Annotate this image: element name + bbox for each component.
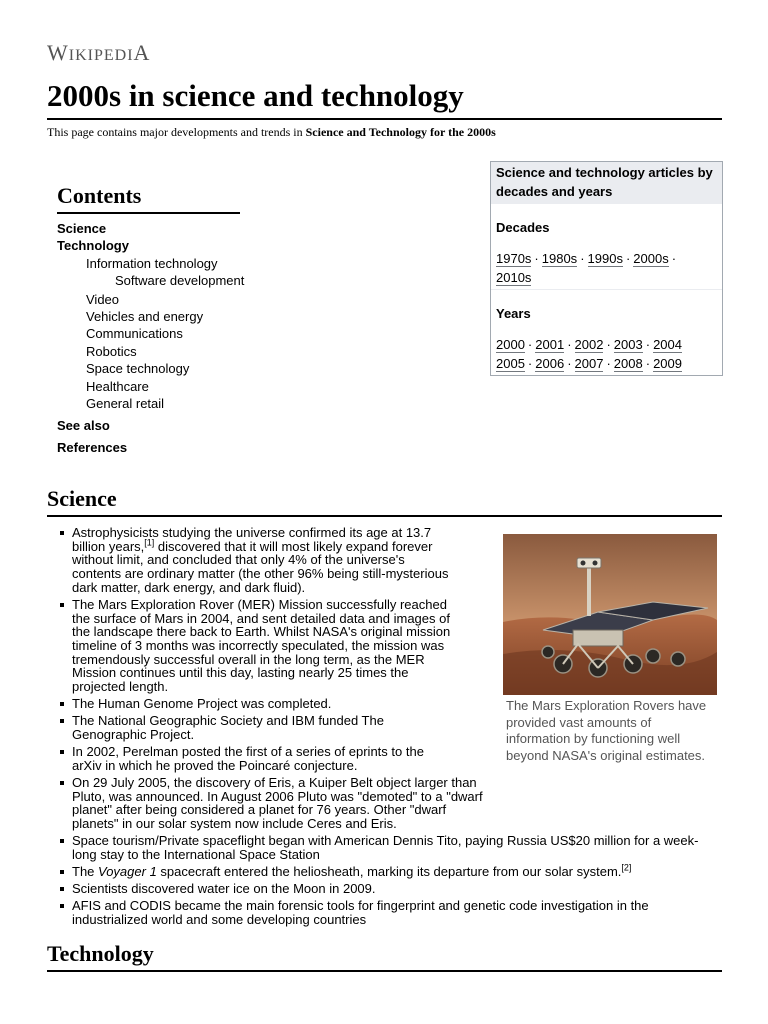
list-item: Space tourism/Private spaceflight began with American Dennis Tito, paying Russia US$20 million for a week-long stay to the International Space Station [72, 834, 722, 861]
toc-item-software-development[interactable]: Software development [115, 273, 245, 289]
year-link[interactable]: 2002 [574, 337, 604, 352]
science-list [47, 526, 722, 927]
wikipedia-logo[interactable]: WIKIPEDIA [47, 40, 151, 65]
year-link[interactable]: 2004 [653, 337, 682, 352]
year-link[interactable]: 2007 [574, 356, 604, 371]
toc-item-general-retail[interactable]: General retail [86, 396, 165, 412]
list-item: In 2002, Perelman posted the first of a series of eprints to the arXiv in which he proved the Poincaré conjecture. [72, 745, 457, 772]
list-item: The Human Genome Project was completed. [72, 697, 457, 711]
decade-link[interactable]: 2010s [496, 270, 532, 285]
page-title: 2000s in science and technology [47, 77, 722, 120]
list-item: Scientists discovered water ice on the Moon in 2009. [72, 882, 722, 896]
year-link[interactable]: 2005 [496, 356, 525, 371]
year-link[interactable]: 2008 [613, 356, 643, 371]
toc-item-see-also[interactable]: See also [57, 418, 110, 434]
citation-2[interactable]: [2] [621, 862, 632, 873]
navbox-header: Science and technology articles by decades and years [491, 162, 722, 204]
toc-item-references[interactable]: References [57, 439, 128, 455]
toc-item-science[interactable]: Science [57, 221, 107, 236]
toc-item-communications[interactable]: Communications [86, 326, 183, 342]
navbox-decades-links: 1970s · 1980s · 1990s · 2000s · 2010s [496, 251, 677, 285]
decade-link[interactable]: 1980s [541, 251, 578, 266]
list-item: Astrophysicists studying the universe confirmed its age at 13.7 billion years,[1] discovered that it will most likely expand forever without limit, and concluded that only 4% of the universe's contents are ordinary matter (the other 96% being still-mysterious dark matter, dark energy, and dark fluid). [72, 526, 457, 595]
list-item: The National Geographic Society and IBM funded The Genographic Project. [72, 714, 457, 741]
section-heading-technology: Technology [47, 940, 722, 972]
year-link[interactable]: 2006 [535, 356, 565, 371]
year-link[interactable]: 2001 [535, 337, 565, 352]
toc-item-vehicles-and-energy[interactable]: Vehicles and energy [86, 309, 204, 325]
toc-item-video[interactable]: Video [86, 291, 120, 307]
decade-link[interactable]: 2000s [633, 251, 669, 266]
toc-item-healthcare[interactable]: Healthcare [86, 378, 149, 394]
citation-1[interactable]: [1] [144, 537, 155, 548]
toc-item-technology[interactable]: Technology [57, 238, 129, 254]
intro-text: This page contains major developments and trends in Science and Technology for the 2000s [47, 125, 496, 139]
list-item: On 29 July 2005, the discovery of Eris, a Kuiper Belt object larger than Pluto, was announced. In August 2006 Pluto was "demoted" to a "dwarf planet" after being considered a planet for 76 years. Other "dwarf planets" in our solar system now include Ceres and Eris. [72, 776, 492, 831]
science-content [47, 526, 722, 930]
toc-item-space-technology[interactable]: Space technology [86, 361, 190, 377]
section-heading-science: Science [47, 485, 722, 517]
year-link[interactable]: 2003 [613, 337, 643, 352]
decades-years-navbox [490, 161, 723, 376]
year-link[interactable]: 2000 [496, 337, 525, 352]
decade-link[interactable]: 1970s [496, 251, 532, 266]
navbox-years-links: 2000 · 2001 · 2002 · 2003 · 2004 2005 · 2006 · 2007 · 2008 · 2009 [496, 337, 682, 371]
list-item: The Voyager 1 spacecraft entered the heliosheath, marking its departure from our solar system.[2] [72, 865, 722, 879]
decade-link[interactable]: 1990s [587, 251, 623, 266]
navbox-decades-title: Decades [496, 220, 550, 235]
toc-title: Contents [57, 182, 240, 214]
navbox-years-title: Years [496, 306, 531, 321]
year-link[interactable]: 2009 [653, 356, 682, 371]
toc-item-information-technology[interactable]: Information technology [86, 255, 218, 271]
list-item: AFIS and CODIS became the main forensic tools for fingerprint and genetic code investigation in the industrialized world and some developing countries [72, 899, 722, 926]
toc-item-robotics[interactable]: Robotics [86, 343, 137, 359]
figure-caption: The Mars Exploration Rovers have provided vast amounts of information by functioning well beyond NASA's original estimates. [506, 698, 707, 763]
table-of-contents [57, 182, 287, 456]
list-item: The Mars Exploration Rover (MER) Mission successfully reached the surface of Mars in 2004, and sent detailed data and images of the landscape there back to Earth. Whilst NASA's original mission timeline of 3 months was incorrectly speculated, the mission was tremendously successful overall in the long term, as the MER Mission continues until this day, lasting nearly 25 times the projected length. [72, 598, 457, 694]
